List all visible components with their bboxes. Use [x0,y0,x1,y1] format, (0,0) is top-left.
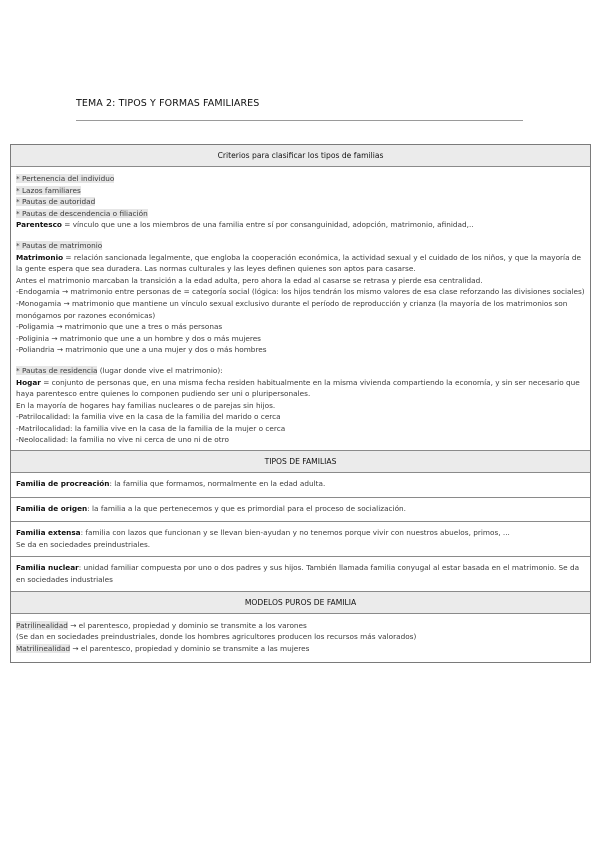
patrilinealidad-term: Patrilinealidad [16,620,68,630]
poliandria-text: -Poliandria → matrimonio que une a una mujer y dos o más hombres [16,345,267,355]
criteria-header: Criterios para clasificar los tipos de familias [11,145,590,167]
parentesco-term: Parentesco [16,220,62,230]
criteria-item: * Pertenencia del individuo [16,174,115,183]
matrilinealidad-def: → el parentesco, propiedad y dominio se transmite a las mujeres [70,643,310,653]
poliginia-text: -Poliginia → matrimonio que une a un hombre y dos o más mujeres [16,333,261,343]
criteria-item: * Pautas de autoridad [16,197,96,207]
nuclear-def: : unidad familiar compuesta por uno o dos padres y sus hijos. También llamada familia conyugal al estar basada en el matrimonio. Se da en sociedades industriales [16,563,580,585]
content-table [10,144,591,663]
residencia-heading: * Pautas de residencia [16,365,98,375]
nuclear-term: Familia nuclear [16,563,79,573]
matrimonio-term: Matrimonio [16,252,64,262]
modelos-header: MODELOS PUROS DE FAMILIA [11,591,590,614]
extensa-def: : familia con lazos que funcionan y se llevan bien-ayudan y no tenemos porque vivir con nuestros abuelos, primos, ... [80,528,510,538]
patrilinealidad-note: (Se dan en sociedades preindustriales, donde los hombres agricultores producen los recursos más valorados) [16,632,417,642]
page-title: TEMA 2: TIPOS Y FORMAS FAMILIARES [76,98,260,109]
origen-def: : la familia a la que pertenecemos y que es primordial para el proceso de socialización. [87,503,406,513]
criteria-item: * Lazos familiares [16,185,81,195]
matrimonio-heading: * Pautas de matrimonio [16,240,103,250]
hogares-text: En la mayoría de hogares hay familias nucleares o de parejas sin hijos. [16,400,276,410]
nuclear-cell [11,557,590,590]
extensa-cell [11,522,590,557]
patrilocalidad-text: -Patrilocalidad: la familia vive en la casa de la familia del marido o cerca [16,412,281,422]
extensa-note: Se da en sociedades preindustriales. [16,539,151,549]
tipos-header: TIPOS DE FAMILIAS [11,450,590,473]
residencia-note: (lugar donde vive el matrimonio): [97,365,223,375]
procreacion-def: : la familia que formamos, normalmente en la edad adulta. [109,479,326,489]
matrilocalidad-text: -Matrilocalidad: la familia vive en la casa de la familia de la mujer o cerca [16,423,286,433]
title-divider [76,120,523,121]
criteria-cell [11,167,590,450]
procreacion-cell [11,473,590,498]
neolocalidad-text: -Neolocalidad: la familia no vive ni cerca de uno ni de otro [16,435,229,445]
hogar-def: = conjunto de personas que, en una misma fecha residen habitualmente en la misma vivienda compartiendo la economía, y sin ser necesario que haya parentesco entre quienes lo componen pudiendo ser uni o pluripersonales. [16,377,580,399]
modelos-cell [11,614,590,663]
procreacion-term: Familia de procreación [16,479,110,489]
parentesco-def: = vínculo que une a los miembros de una familia entre sí por consanguinidad, adopción, matrimonio, afinidad,.. [61,220,474,230]
endogamia-text: -Endogamia → matrimonio entre personas de = categoría social (lógica: los hijos tendrán los mismo valores de esa clase reforzando las divisiones sociales) [16,287,585,297]
matrimonio-def: = relación sancionada legalmente, que engloba la cooperación económica, la actividad sexual y el cuidado de los niños, y que la mayoría de la gente espera que sea duradera. Las normas culturales y las leyes definen quienes son aptos para casarse. [16,252,581,274]
poligamia-text: -Poligamia → matrimonio que une a tres o más personas [16,322,223,332]
origen-cell [11,498,590,523]
extensa-term: Familia extensa [16,528,81,538]
hogar-term: Hogar [16,377,41,387]
criteria-item: * Pautas de descendencia o filiación [16,208,148,218]
matrilinealidad-term: Matrilinealidad [16,643,71,653]
origen-term: Familia de origen [16,503,88,513]
patrilinealidad-def: → el parentesco, propiedad y dominio se transmite a los varones [67,620,307,630]
monogamia-text: -Monogamia → matrimonio que mantiene un vínculo sexual exclusivo durante el período de reproducción y crianza (la mayoría de los matrimonios son monógamos por razones económicas) [16,298,568,320]
transicion-text: Antes el matrimonio marcaban la transición a la edad adulta, pero ahora la edad al casarse se retrasa y pierde esa centralidad. [16,275,483,285]
